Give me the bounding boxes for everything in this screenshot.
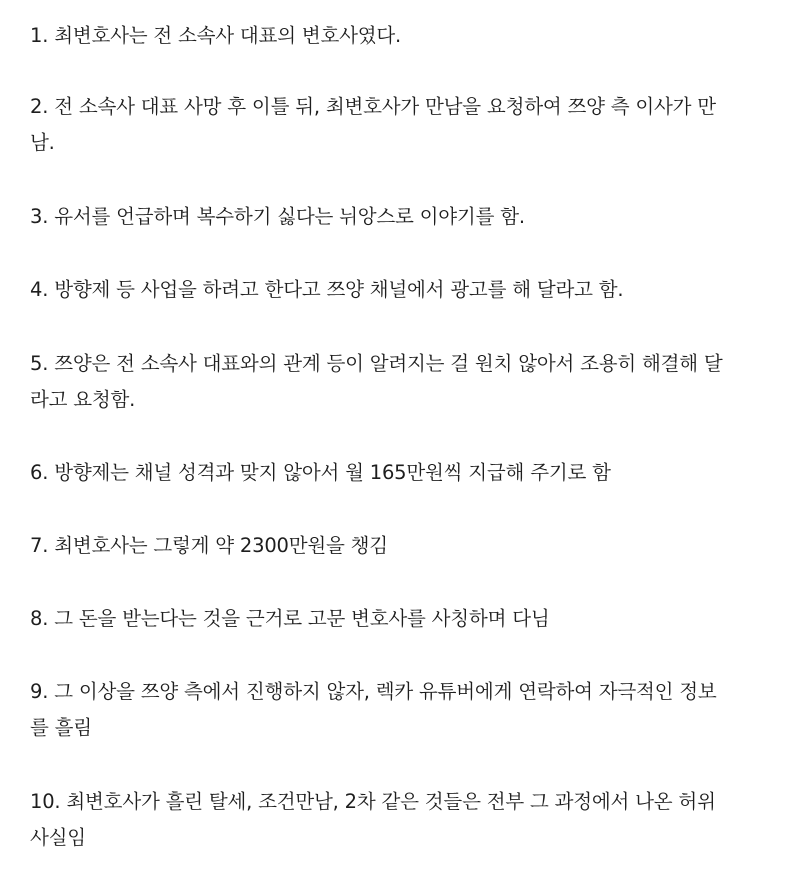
item-2-line-2: 남. [30,131,55,154]
list-item [30,674,780,746]
item-1-line-1: 1. 최변호사는 전 소속사 대표의 변호사였다. [30,24,402,47]
item-8-line-1: 8. 그 돈을 받는다는 것을 근거로 고문 변호사를 사칭하며 다님 [30,607,550,630]
item-7-line-1: 7. 최변호사는 그렇게 약 2300만원을 챙김 [30,534,388,557]
list-item [30,199,780,235]
item-3-line-1: 3. 유서를 언급하며 복수하기 싫다는 뉘앙스로 이야기를 함. [30,205,525,228]
list-item [30,528,780,564]
item-10-line-1: 10. 최변호사가 흘린 탈세, 조건만남, 2차 같은 것들은 전부 그 과정에서 나온 허위 [30,790,716,813]
item-9-line-1: 9. 그 이상을 쯔양 측에서 진행하지 않자, 렉카 유튜버에게 연락하여 자극적인 정보 [30,680,717,703]
item-5-line-1: 5. 쯔양은 전 소속사 대표와의 관계 등이 알려지는 걸 원치 않아서 조용히 해결해 달 [30,352,723,375]
list-item [30,18,780,54]
item-5-line-2: 라고 요청함. [30,388,136,411]
list-item [30,784,780,856]
list-item [30,346,780,418]
list-item [30,455,780,491]
list-item [30,601,780,637]
item-10-line-2: 사실임 [30,826,86,849]
item-6-line-1: 6. 방향제는 채널 성격과 맞지 않아서 월 165만원씩 지급해 주기로 함 [30,461,611,484]
item-9-line-2: 를 흘림 [30,716,92,739]
list-item [30,89,780,161]
list-item [30,272,780,308]
item-2-line-1: 2. 전 소속사 대표 사망 후 이틀 뒤, 최변호사가 만남을 요청하여 쯔양 측 이사가 만 [30,95,716,118]
item-4-line-1: 4. 방향제 등 사업을 하려고 한다고 쯔양 채널에서 광고를 해 달라고 함. [30,278,624,301]
